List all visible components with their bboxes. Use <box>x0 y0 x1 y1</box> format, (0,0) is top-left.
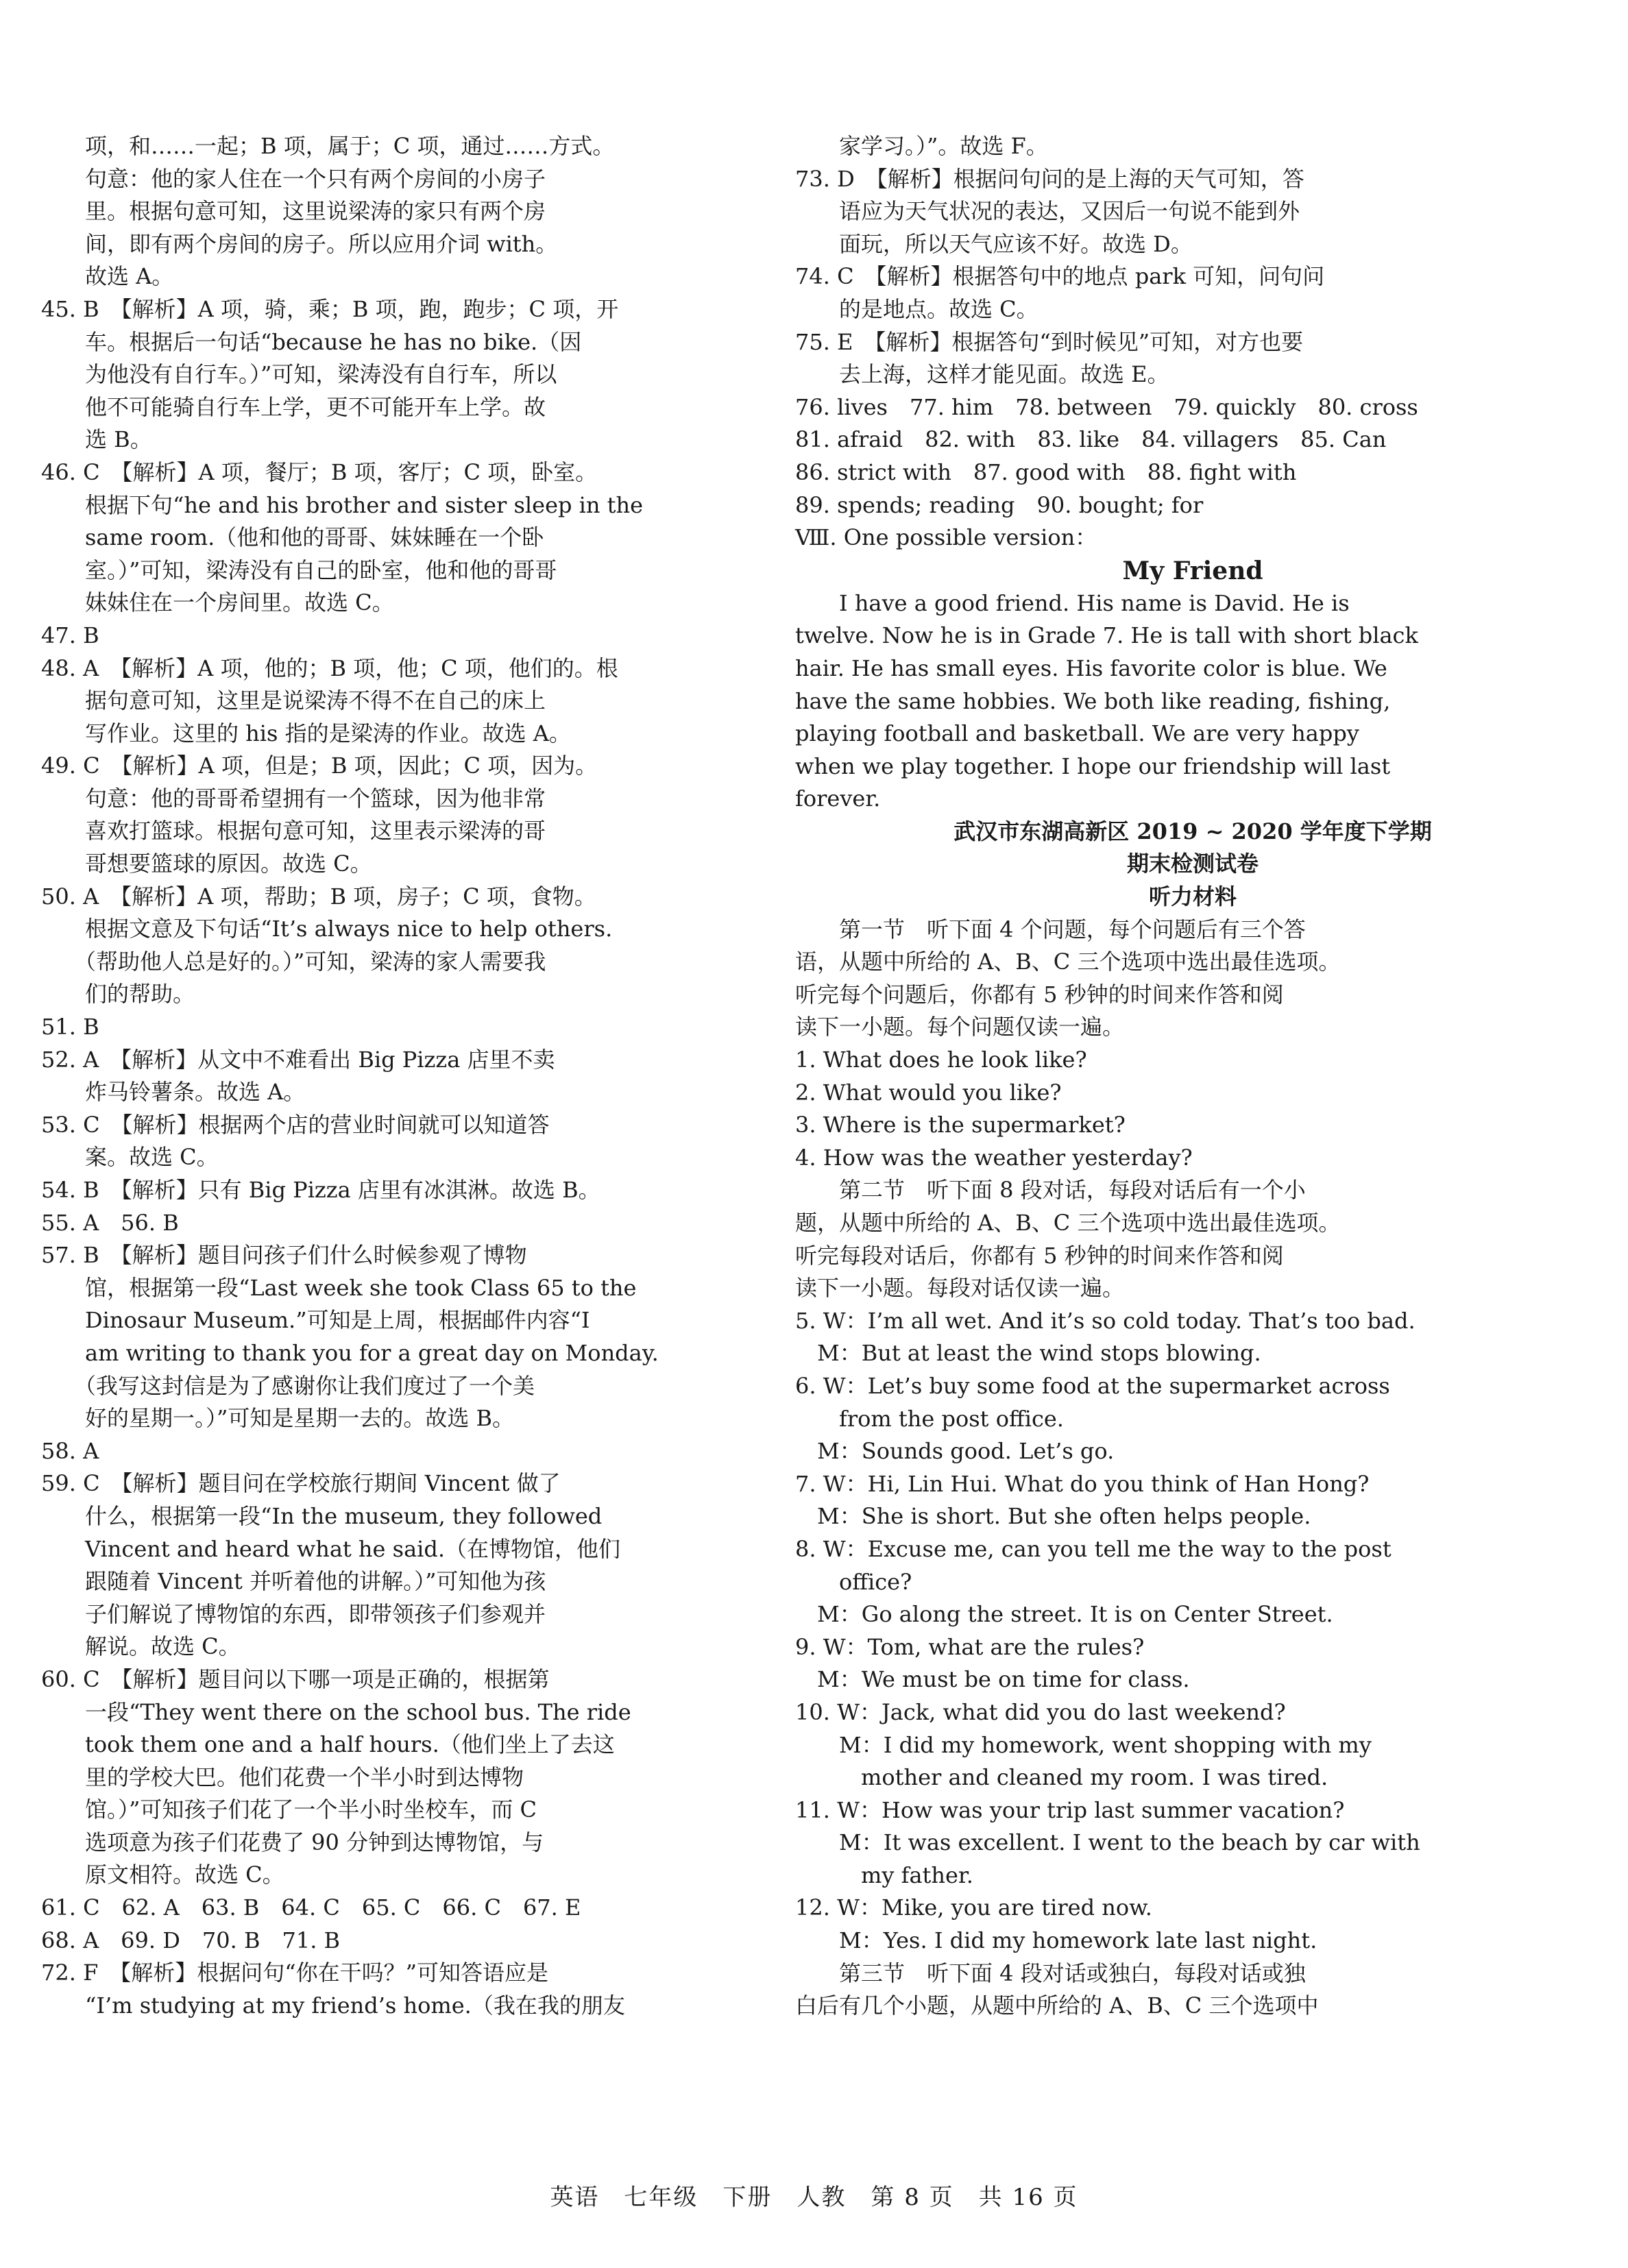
text-line: 72. F 【解析】根据问句“你在干吗？”可知答语应是 <box>41 1960 548 1986</box>
text-line: 案。故选 C。 <box>41 1144 219 1171</box>
text-line: 据句意可知，这里是说梁涛不得不在自己的床上 <box>41 687 546 714</box>
text-line: am writing to thank you for a great day on Monday. <box>41 1339 659 1366</box>
text-line: 读下一小题。每个问题仅读一遍。 <box>795 1014 1125 1040</box>
text-line: 车。根据后一句话“because he has no bike.（因 <box>41 328 582 355</box>
text-line: 48. A 【解析】A 项，他的；B 项，他；C 项，他们的。根 <box>41 655 618 681</box>
text-line: 第一节 听下面 4 个问题，每个问题后有三个答 <box>795 916 1306 942</box>
text-line: 4. How was the weather yesterday? <box>795 1144 1193 1171</box>
text-line: M：I did my homework, went shopping with my <box>795 1731 1372 1758</box>
text-line: 根据文意及下句话“It’s always nice to help others. <box>41 916 613 942</box>
text-line: 52. A 【解析】从文中不难看出 Big Pizza 店里不卖 <box>41 1046 555 1073</box>
text-line: 第三节 听下面 4 段对话或独白，每段对话或独 <box>795 1960 1306 1986</box>
text-line: 5. W：I’m all wet. And it’s so cold today. That’s too bad. <box>795 1307 1416 1334</box>
text-line: 里。根据句意可知，这里说梁涛的家只有两个房 <box>41 198 546 225</box>
text-line: 语应为天气状况的表达，又因后一句说不能到外 <box>795 198 1300 225</box>
text-line: 题，从题中所给的 A、B、C 三个选项中选出最佳选项。 <box>795 1210 1341 1236</box>
text-line: my father. <box>795 1862 973 1888</box>
text-line: M：Sounds good. Let’s go. <box>795 1438 1115 1465</box>
text-line: 81. afraid 82. with 83. like 84. villagers 85. Can <box>795 426 1387 453</box>
text-line: 50. A 【解析】A 项，帮助；B 项，房子；C 项，食物。 <box>41 883 596 910</box>
text-line: 59. C 【解析】题目问在学校旅行期间 Vincent 做了 <box>41 1470 561 1497</box>
text-line: 49. C 【解析】A 项，但是；B 项，因此；C 项，因为。 <box>41 753 598 779</box>
text-line: 面玩，所以天气应该不好。故选 D。 <box>795 230 1193 257</box>
text-line: （帮助他人总是好的。）”可知，梁涛的家人需要我 <box>41 948 546 975</box>
text-line: have the same hobbies. We both like reading, fishing, <box>795 687 1391 714</box>
text-line: 1. What does he look like? <box>795 1047 1087 1073</box>
text-line: 武汉市东湖高新区 2019 ~ 2020 学年度下学期 <box>953 818 1432 844</box>
text-line: 期末检测试卷 <box>1126 851 1259 877</box>
text-line: 跟随着 Vincent 并听着他的讲解。）”可知他为孩 <box>41 1568 546 1595</box>
text-line: hair. He has small eyes. His favorite color is blue. We <box>795 655 1387 681</box>
text-line: 51. B <box>41 1014 99 1040</box>
text-line: 喜欢打篮球。根据句意可知，这里表示梁涛的哥 <box>41 818 546 844</box>
text-line: 一段“They went there on the school bus. The ride <box>41 1698 631 1725</box>
text-line: 89. spends; reading 90. bought; for <box>795 491 1204 518</box>
text-line: 听完每个问题后，你都有 5 秒钟的时间来作答和阅 <box>795 981 1284 1008</box>
text-line: 家学习。）”。故选 F。 <box>795 133 1048 159</box>
text-line: 他不可能骑自行车上学，更不可能开车上学。故 <box>41 393 546 420</box>
text-line: 室。）”可知，梁涛没有自己的卧室，他和他的哥哥 <box>41 557 557 583</box>
text-line: from the post office. <box>795 1405 1064 1432</box>
text-line: office? <box>795 1568 912 1595</box>
text-line: 句意：他的家人住在一个只有两个房间的小房子 <box>41 165 546 192</box>
text-line: twelve. Now he is in Grade 7. He is tall with short black <box>795 622 1418 649</box>
text-line: 12. W：Mike, you are tired now. <box>795 1894 1152 1921</box>
left-column <box>41 130 781 2022</box>
text-line: 57. B 【解析】题目问孩子们什么时候参观了博物 <box>41 1242 527 1269</box>
text-line: 55. A 56. B <box>41 1209 179 1236</box>
text-line: 61. C 62. A 63. B 64. C 65. C 66. C 67. E <box>41 1894 581 1921</box>
text-line: 馆，根据第一段“Last week she took Class 65 to the <box>41 1274 637 1301</box>
text-line: 间，即有两个房间的房子。所以应用介词 with。 <box>41 230 558 257</box>
text-line: 76. lives 77. him 78. between 79. quickly 80. cross <box>795 393 1418 420</box>
text-line: 8. W：Excuse me, can you tell me the way to the post <box>795 1535 1392 1562</box>
text-line: （我写这封信是为了感谢你让我们度过了一个美 <box>41 1372 535 1399</box>
text-line: 妹妹住在一个房间里。故选 C。 <box>41 589 394 616</box>
text-line: playing football and basketball. We are very happy <box>795 720 1359 747</box>
text-line: 馆。）”可知孩子们花了一个半小时坐校车，而 C <box>41 1796 537 1823</box>
text-line: 7. W：Hi, Lin Hui. What do you think of Han Hong? <box>795 1470 1370 1497</box>
text-line: 白后有几个小题，从题中所给的 A、B、C 三个选项中 <box>795 1992 1319 2019</box>
text-line: 为他没有自行车。）”可知，梁涛没有自行车，所以 <box>41 361 557 388</box>
text-line: same room.（他和他的哥哥、妹妹睡在一个卧 <box>41 524 544 551</box>
text-line: 68. A 69. D 70. B 71. B <box>41 1927 341 1953</box>
text-line: when we play together. I hope our friendship will last <box>795 753 1391 779</box>
text-line: 的是地点。故选 C。 <box>795 295 1038 322</box>
text-line: 们的帮助。 <box>41 981 195 1008</box>
text-line: 60. C 【解析】题目问以下哪一项是正确的，根据第 <box>41 1666 550 1692</box>
text-line: 根据下句“he and his brother and sister sleep in the <box>41 491 644 518</box>
text-line: 45. B 【解析】A 项，骑，乘；B 项，跑，跑步；C 项，开 <box>41 295 619 322</box>
text-line: 原文相符。故选 C。 <box>41 1862 284 1888</box>
page-footer: 英语 七年级 下册 人教 第 8 页 共 16 页 <box>550 2184 1078 2211</box>
text-line: 10. W：Jack, what did you do last weekend? <box>795 1698 1286 1725</box>
text-line: 哥想要篮球的原因。故选 C。 <box>41 851 372 877</box>
text-line: 73. D 【解析】根据问句问的是上海的天气可知，答 <box>795 165 1304 192</box>
text-line: 第二节 听下面 8 段对话，每段对话后有一个小 <box>795 1177 1306 1204</box>
text-line: mother and cleaned my room. I was tired. <box>795 1764 1328 1791</box>
text-line: 听力材料 <box>1148 883 1237 910</box>
text-line: 语，从题中所给的 A、B、C 三个选项中选出最佳选项。 <box>795 949 1341 975</box>
text-line: 2. What would you like? <box>795 1079 1062 1106</box>
right-column <box>795 130 1590 2023</box>
text-line: 选项意为孩子们花费了 90 分钟到达博物馆，与 <box>41 1829 544 1855</box>
text-line: M：Yes. I did my homework late last night. <box>795 1927 1317 1954</box>
text-line: 47. B <box>41 622 99 648</box>
text-line: M：We must be on time for class. <box>795 1666 1190 1693</box>
text-line: 听完每段对话后，你都有 5 秒钟的时间来作答和阅 <box>795 1242 1284 1269</box>
text-line: 句意：他的哥哥希望拥有一个篮球，因为他非常 <box>41 785 546 812</box>
text-line: 写作业。这里的 his 指的是梁涛的作业。故选 A。 <box>41 720 571 746</box>
text-line: 54. B 【解析】只有 Big Pizza 店里有冰淇淋。故选 B。 <box>41 1177 600 1203</box>
text-line: Ⅷ. One possible version： <box>795 524 1097 551</box>
text-line: M：It was excellent. I went to the beach by car with <box>795 1829 1420 1856</box>
text-line: 9. W：Tom, what are the rules? <box>795 1633 1145 1660</box>
text-line: 去上海，这样才能见面。故选 E。 <box>795 361 1169 388</box>
text-line: 炸马铃薯条。故选 A。 <box>41 1079 306 1106</box>
text-line: M：But at least the wind stops blowing. <box>795 1340 1261 1367</box>
text-line: 53. C 【解析】根据两个店的营业时间就可以知道答 <box>41 1111 550 1138</box>
text-line: 解说。故选 C。 <box>41 1633 241 1660</box>
text-line: “I’m studying at my friend’s home.（我在我的朋友 <box>41 1992 625 2019</box>
text-line: 86. strict with 87. good with 88. fight with <box>795 459 1297 485</box>
text-line: Vincent and heard what he said.（在博物馆，他们 <box>41 1535 621 1562</box>
text-line: 11. W：How was your trip last summer vacation? <box>795 1796 1345 1823</box>
text-line: I have a good friend. His name is David. He is <box>795 589 1350 616</box>
text-line: 故选 A。 <box>41 263 174 290</box>
text-line: 项，和……一起；B 项，属于；C 项，通过……方式。 <box>41 133 615 159</box>
text-line: 子们解说了博物馆的东西，即带领孩子们参观并 <box>41 1600 546 1627</box>
text-line: 6. W：Let’s buy some food at the supermarket across <box>795 1372 1390 1399</box>
text-line: 选 B。 <box>41 426 152 453</box>
text-line: took them one and a half hours.（他们坐上了去这 <box>41 1731 615 1758</box>
text-line: 什么，根据第一段“In the museum, they followed <box>41 1502 603 1529</box>
text-line: forever. <box>795 785 881 812</box>
text-line: M：She is short. But she often helps people. <box>795 1503 1311 1530</box>
text-line: M：Go along the street. It is on Center Street. <box>795 1601 1333 1628</box>
text-line: 46. C 【解析】A 项，餐厅；B 项，客厅；C 项，卧室。 <box>41 459 598 485</box>
text-line: 3. Where is the supermarket? <box>795 1112 1126 1138</box>
text-line: 好的星期一。）”可知是星期一去的。故选 B。 <box>41 1405 515 1432</box>
text-line: 75. E 【解析】根据答句“到时候见”可知，对方也要 <box>795 328 1304 355</box>
text-line: 74. C 【解析】根据答句中的地点 park 可知，问句问 <box>795 263 1325 290</box>
text-line: Dinosaur Museum.”可知是上周，根据邮件内容“I <box>41 1307 590 1334</box>
text-line: My Friend <box>1122 556 1263 585</box>
text-line: 读下一小题。每段对话仅读一遍。 <box>795 1275 1125 1302</box>
text-line: 里的学校大巴。他们花费一个半小时到达博物 <box>41 1764 524 1790</box>
text-line: 58. A <box>41 1437 99 1464</box>
